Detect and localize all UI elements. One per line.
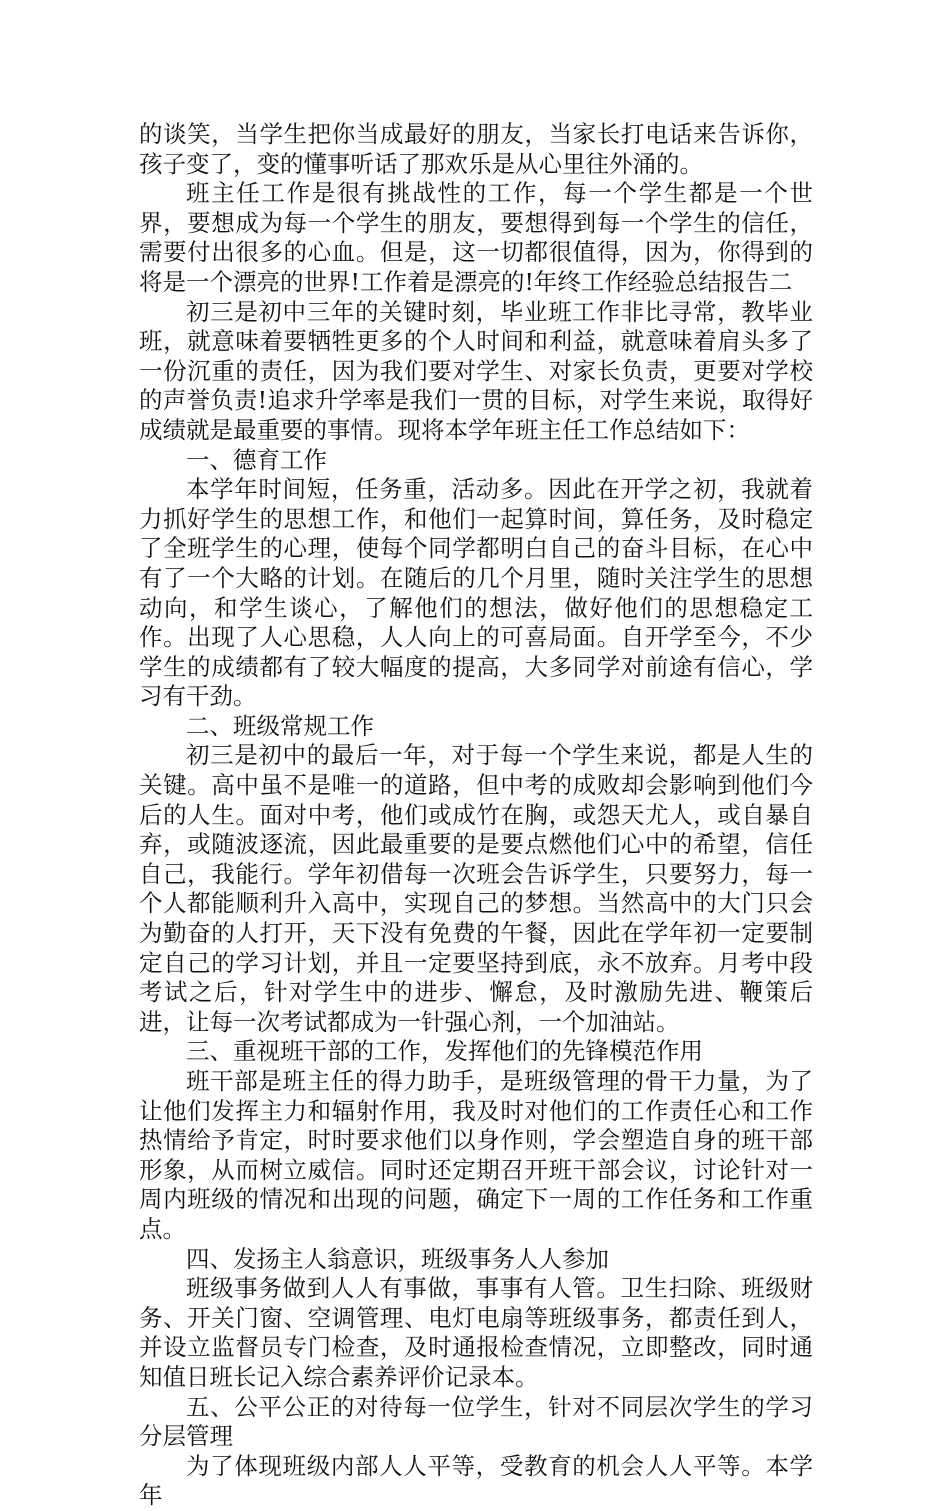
- section-heading-3: 三、重视班干部的工作，发挥他们的先锋模范作用: [186, 1037, 703, 1066]
- paragraph-6: 班干部是班主任的得力助手，是班级管理的骨干力量，为了让他们发挥主力和辐射作用，我及时对他们的工作责任心和工作热情给予肯定，时时要求他们以身作则，学会塑造自身的班干部形象，从而树立威信。同时还定期召开班干部会议，讨论针对一周内班级的情况和出现的问题，确定下一周的工作任务和工作重点。: [139, 1067, 813, 1243]
- section-heading-2: 二、班级常规工作: [186, 711, 374, 740]
- section-heading-1: 一、德育工作: [186, 445, 327, 474]
- paragraph-5: 初三是初中的最后一年，对于每一个学生来说，都是人生的关键。高中虽不是唯一的道路，但中考的成败却会影响到他们今后的人生。面对中考，他们或成竹在胸，或怨天尤人，或自暴自弃，或随波逐流，因此最重要的是要点燃他们心中的希望，信任自己，我能行。学年初借每一次班会告诉学生，只要努力，每一个人都能顺利升入高中，实现自己的梦想。当然高中的大门只会为勤奋的人打开，天下没有免费的午餐，因此在学年初一定要制定自己的学习计划，并且一定要坚持到底，永不放弃。月考中段考试之后，针对学生中的进步、懈怠，及时激励先进、鞭策后进，让每一次考试都成为一针强心剂，一个加油站。: [139, 741, 813, 1036]
- document-body: [139, 120, 813, 1511]
- paragraph-8: 为了体现班级内部人人平等，受教育的机会人人平等。本学年: [139, 1451, 813, 1510]
- section-heading-4: 四、发扬主人翁意识，班级事务人人参加: [186, 1244, 609, 1273]
- paragraph-4: 本学年时间短，任务重，活动多。因此在开学之初，我就着力抓好学生的思想工作，和他们一起算时间，算任务，及时稳定了全班学生的心理，使每个同学都明白自己的奋斗目标，在心中有了一个大略的计划。在随后的几个月里，随时关注学生的思想动向，和学生谈心，了解他们的想法，做好他们的思想稳定工作。出现了人心思稳，人人向上的可喜局面。自开学至今，不少学生的成绩都有了较大幅度的提高，大多同学对前途有信心，学习有干劲。: [139, 475, 813, 711]
- paragraph-3: 初三是初中三年的关键时刻，毕业班工作非比寻常，教毕业班，就意味着要牺牲更多的个人时间和利益，就意味着肩头多了一份沉重的责任，因为我们要对学生、对家长负责，更要对学校的声誉负责!追求升学率是我们一贯的目标，对学生来说，取得好成绩就是最重要的事情。现将本学年班主任工作总结如下：: [139, 297, 813, 444]
- section-heading-5: 五、公平公正的对待每一位学生，针对不同层次学生的学习分层管理: [139, 1392, 813, 1451]
- paragraph-7: 班级事务做到人人有事做，事事有人管。卫生扫除、班级财务、开关门窗、空调管理、电灯电扇等班级事务，都责任到人，并设立监督员专门检查，及时通报检查情况，立即整改，同时通知值日班长记入综合素养评价记录本。: [139, 1274, 813, 1391]
- paragraph-1: 的谈笑，当学生把你当成最好的朋友，当家长打电话来告诉你，孩子变了，变的懂事听话了那欢乐是从心里往外涌的。: [139, 120, 813, 178]
- paragraph-2: 班主任工作是很有挑战性的工作，每一个学生都是一个世界，要想成为每一个学生的朋友，要想得到每一个学生的信任，需要付出很多的心血。但是，这一切都很值得，因为，你得到的将是一个漂亮的世界!工作着是漂亮的!年终工作经验总结报告二: [139, 179, 813, 296]
